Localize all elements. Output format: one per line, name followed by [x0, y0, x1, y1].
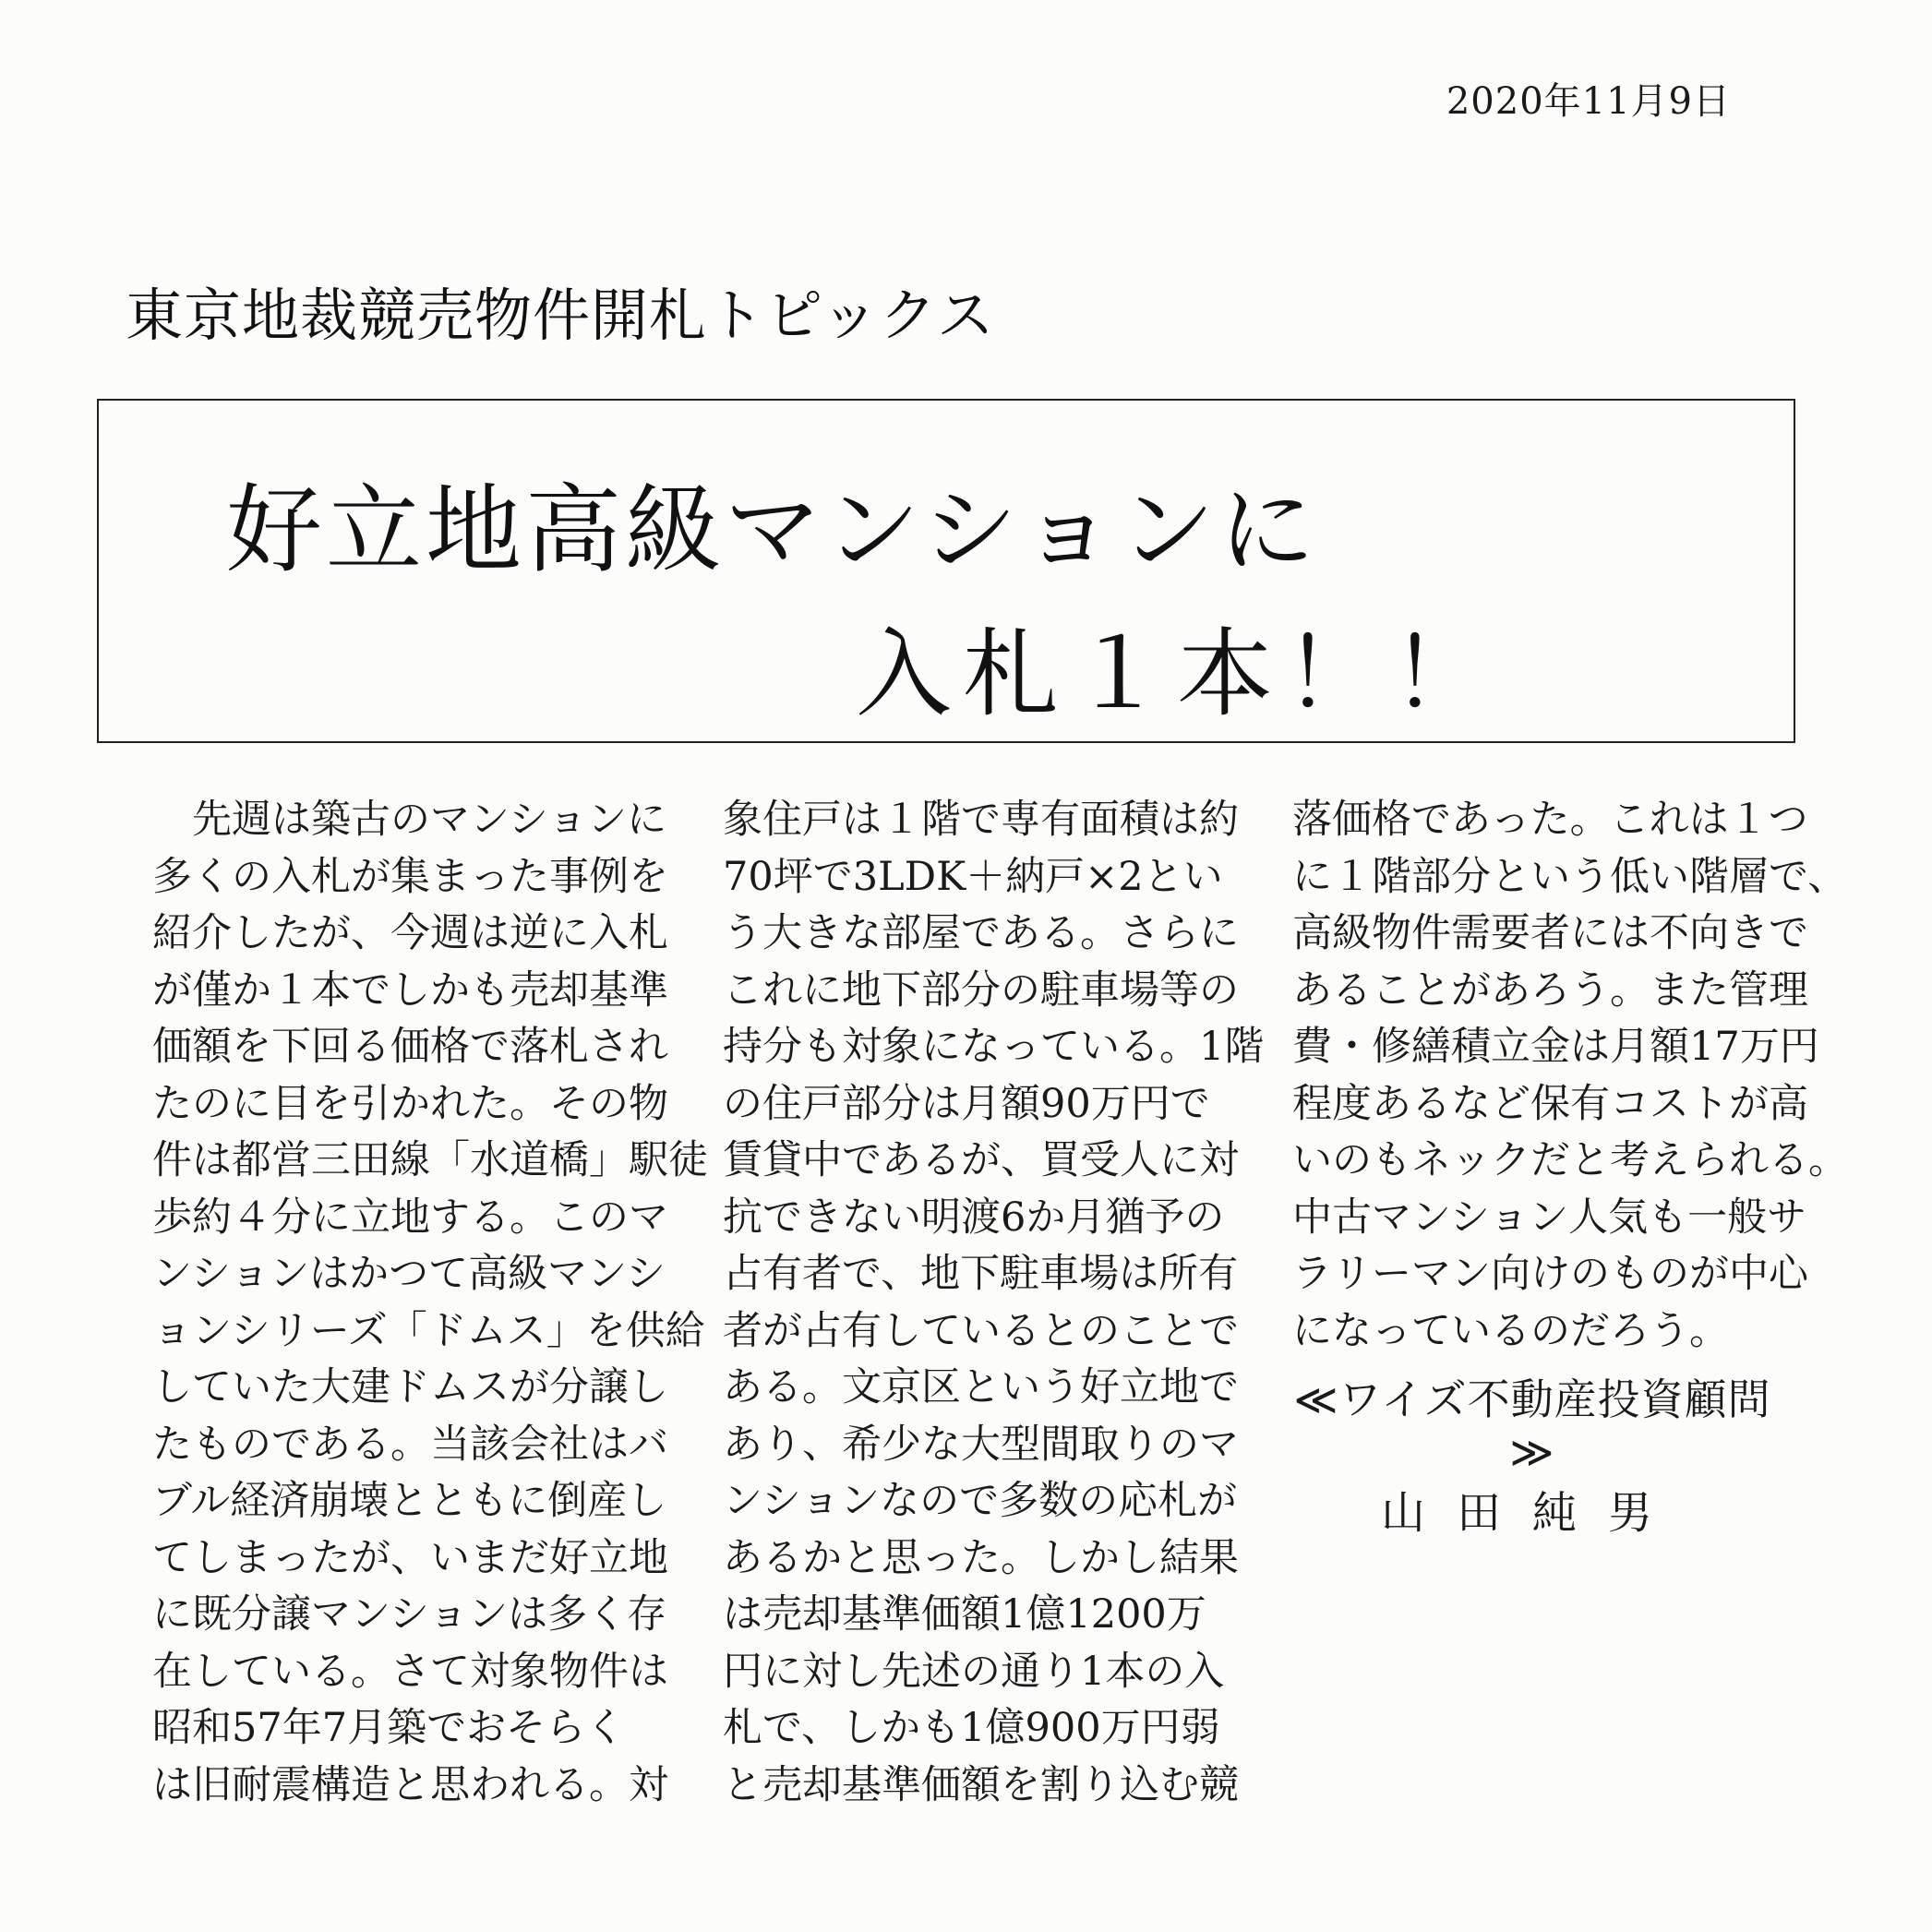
body-text-line: 者が占有しているとのことで [723, 1307, 1239, 1354]
author-name: 山田純男 [1380, 1487, 1684, 1539]
headline-line-1: 好立地高級マンションに [226, 474, 1319, 586]
body-text-line: 歩約４分に立地する。このマ [152, 1194, 668, 1241]
headline-box [97, 399, 1795, 743]
body-text-line: 在している。さて対象物件は [152, 1648, 668, 1695]
body-text-line: ンションなので多数の応札が [723, 1478, 1238, 1524]
body-text-line: あり、希少な大型間取りのマ [723, 1421, 1239, 1468]
body-text-line: 費・修繕積立金は月額17万円 [1292, 1024, 1819, 1070]
body-column-2 [723, 792, 1265, 1814]
headline-line-2: 入札１本！！ [856, 618, 1499, 730]
body-text-line: に１階部分という低い階層で、 [1292, 853, 1848, 900]
body-text-line: ある。文京区という好立地で [723, 1364, 1239, 1410]
body-text-line: 落価格であった。これは１つ [1292, 797, 1808, 843]
body-text-line: 札で、しかも1億900万円弱 [723, 1705, 1220, 1751]
body-text-line: ラリーマン向けのものが中心 [1292, 1251, 1808, 1297]
body-column-1 [152, 792, 708, 1814]
body-text-line: 持分も対象になっている。1階 [723, 1024, 1265, 1070]
section-kicker: 東京地裁競売物件開札トピックス [126, 282, 995, 349]
body-text-line: 先週は築古のマンションに [152, 797, 667, 843]
body-column-3 [1292, 792, 1848, 1360]
body-text-line: あることがあろう。また管理 [1292, 966, 1808, 1014]
body-text-line: 価額を下回る価格で落札され [152, 1024, 668, 1070]
body-text-line: う大きな部屋である。さらに [723, 910, 1239, 956]
body-text-line: 紹介したが、今週は逆に入札 [152, 910, 668, 956]
body-text-line: に既分譲マンションは多く存 [152, 1591, 667, 1638]
body-text-line: ンションはかつて高級マンシ [152, 1251, 666, 1297]
body-text-line: 昭和57年7月築でおそらく [152, 1705, 626, 1751]
body-text-line: てしまったが、いまだ好立地 [152, 1534, 668, 1581]
body-text-line: 高級物件需要者には不向きで [1292, 910, 1808, 956]
body-text-line: 抗できない明渡6か月猶予の [723, 1194, 1225, 1241]
body-text-line: ョンシリーズ「ドムス」を供給 [152, 1307, 705, 1354]
body-text-line: あるかと思った。しかし結果 [723, 1534, 1239, 1581]
body-text-line: たものである。当該会社はバ [152, 1421, 668, 1468]
body-text-line: は旧耐震構造と思われる。対 [152, 1761, 668, 1808]
body-text-line: は売却基準価額1億1200万 [723, 1591, 1206, 1638]
body-text-line: 占有者で、地下駐車場は所有 [723, 1251, 1239, 1297]
body-text-line: 賃貸中であるが、買受人に対 [723, 1137, 1239, 1183]
body-text-line: 程度あるなど保有コストが高 [1292, 1080, 1808, 1127]
body-text-line: いのもネックだと考えられる。 [1292, 1137, 1848, 1183]
article-date: 2020年11月9日 [1446, 80, 1731, 123]
body-text-line: になっているのだろう。 [1292, 1307, 1729, 1354]
body-text-line: これに地下部分の駐車場等の [723, 966, 1239, 1014]
body-text-line: 件は都営三田線「水道橋」駅徒 [152, 1137, 708, 1183]
body-text-line: と売却基準価額を割り込む競 [723, 1761, 1239, 1808]
body-text-line: の住戸部分は月額90万円で [723, 1080, 1210, 1127]
body-text-line: ブル経済崩壊とともに倒産し [152, 1478, 667, 1524]
body-text-line: していた大建ドムスが分譲し [152, 1364, 668, 1410]
body-text-line: 象住戸は１階で専有面積は約 [723, 797, 1239, 843]
body-text-line: 円に対し先述の通り1本の入 [723, 1648, 1225, 1695]
author-organization: ≪ワイズ不動産投資顧問≫ [1293, 1374, 1771, 1477]
body-text-line: 多くの入札が集まった事例を [152, 853, 668, 900]
body-text-line: 中古マンション人気も一般サ [1292, 1194, 1807, 1241]
body-text-line: が僅か１本でしかも売却基準 [152, 966, 668, 1014]
body-text-line: たのに目を引かれた。その物 [152, 1080, 668, 1127]
body-text-line: 70坪で3LDK＋納戸×2とい [723, 853, 1223, 900]
